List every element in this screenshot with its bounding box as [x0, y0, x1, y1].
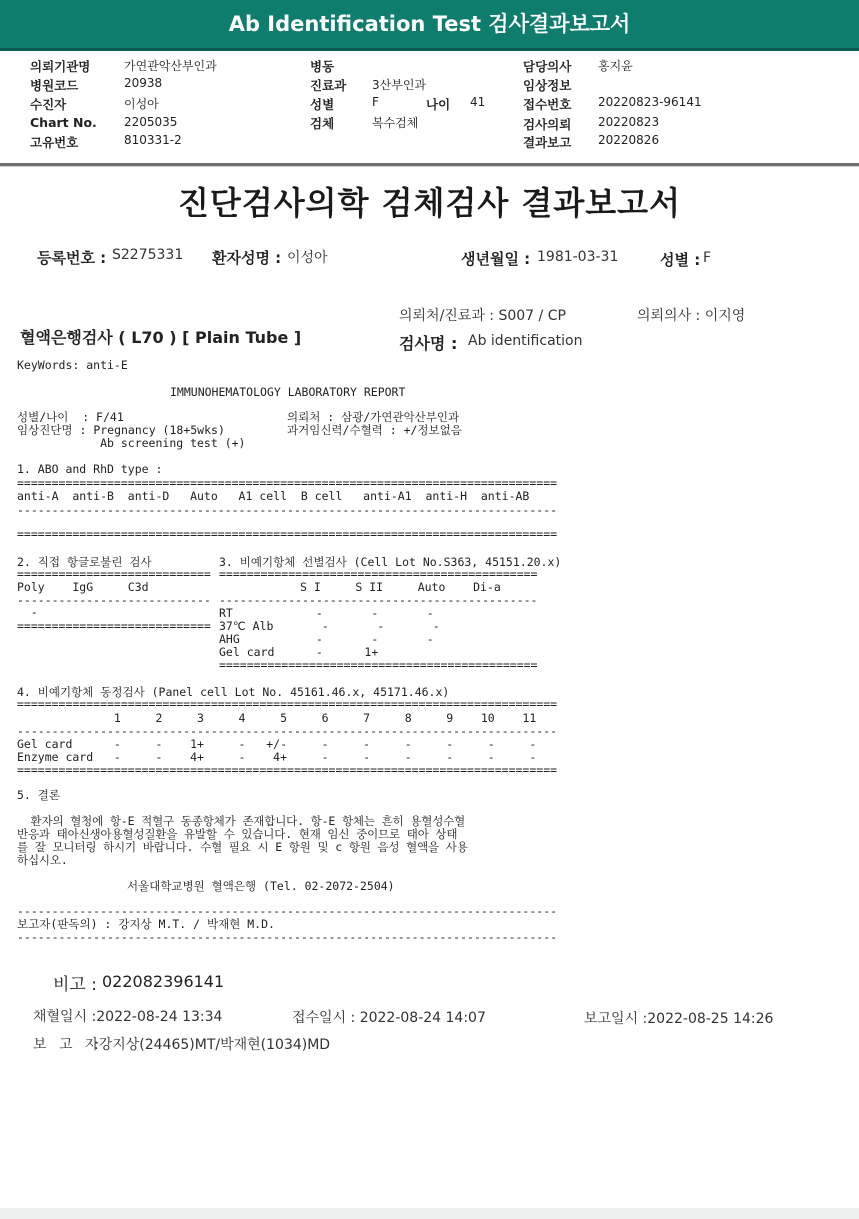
screen-row-alb: 37℃ Alb - - -	[219, 619, 440, 633]
patient-name-label: 환자성명 :	[212, 249, 282, 267]
header-label: 성별	[310, 97, 335, 112]
header-label: 검사의뢰	[523, 117, 572, 132]
header-label: 담당의사	[523, 59, 572, 74]
header-value: 이성아	[124, 97, 159, 111]
report-time: 보고일시 :2022-08-25 14:26	[584, 1011, 774, 1027]
single-rule: ------------------------------------------------------------------------------	[17, 503, 558, 517]
dat-value: -	[17, 605, 38, 619]
reporter-label: 보 고 자	[33, 1037, 103, 1053]
sex-value: F	[703, 250, 712, 266]
screen-row-ahg: AHG - - -	[219, 632, 434, 646]
header-value: 가연관악산부인과	[124, 59, 217, 73]
hospital-contact: 서울대학교병원 혈액은행 (Tel. 02-2072-2504)	[127, 879, 395, 893]
referring-doctor: 의뢰의사 : 이지영	[637, 308, 746, 324]
header-value: 20220823-96141	[598, 95, 702, 109]
conclusion-line: 를 잘 모니터링 하시기 바랍니다. 수혈 필요 시 E 항원 및 c 항원 음성 혈액을 사용	[17, 840, 468, 854]
header-value: 20220823	[598, 115, 660, 129]
single-rule: ------------------------------------------------------------------------------	[17, 904, 558, 918]
double-rule: ============================	[17, 619, 211, 633]
header-label: 고유번호	[30, 135, 79, 150]
panel-columns: 1 2 3 4 5 6 7 8 9 10 11	[17, 711, 537, 725]
header-value: F	[372, 95, 379, 109]
keywords: KeyWords: anti-E	[17, 358, 128, 372]
header-value: 3산부인과	[372, 78, 427, 92]
section-title: 혈액은행검사 ( L70 ) [ Plain Tube ]	[20, 328, 302, 347]
diagnosis-line1: 임상진단명 : Pregnancy (18+5wks)	[17, 423, 225, 437]
section-4-title: 4. 비예기항체 동정검사 (Panel cell Lot No. 45161.46.x, 45171.46.x)	[17, 685, 450, 699]
header-value: 20938	[124, 76, 163, 90]
header-label: 진료과	[310, 78, 347, 93]
reporter-line: 보고자(판독의) : 강지상 M.T. / 박재현 M.D.	[17, 917, 275, 931]
header-value: 810331-2	[124, 133, 182, 147]
note-label: 비고 :	[53, 975, 97, 995]
dat-columns: Poly IgG C3d	[17, 580, 149, 594]
single-rule: ----------------------------------------------	[219, 593, 538, 607]
age-label: 나이	[426, 97, 451, 112]
reporter-value: :강지상(24465)MT/박재현(1034)MD	[94, 1037, 331, 1053]
report-title: 진단검사의학 검체검사 결과보고서	[178, 184, 681, 222]
test-name-value: Ab identification	[468, 333, 583, 349]
header-divider-shadow	[0, 166, 859, 167]
age-value: 41	[470, 95, 486, 109]
test-name-label: 검사명 :	[399, 334, 458, 353]
panel-row-enzyme: Enzyme card - - 4+ - 4+ - - - - - -	[17, 750, 537, 764]
double-rule: ==============================================================================	[17, 763, 558, 777]
sex-label: 성별 :	[660, 251, 701, 269]
double-rule: ==============================================	[219, 567, 538, 581]
receipt-time: 접수일시 : 2022-08-24 14:07	[292, 1010, 486, 1026]
header-value: 복수검체	[372, 116, 419, 130]
screen-row-rt: RT - - -	[219, 606, 434, 620]
dob-value: 1981-03-31	[537, 249, 619, 265]
conclusion-line: 반응과 태아신생아용혈성질환을 유발할 수 있습니다. 현재 임신 중이므로 태아 상태	[17, 827, 458, 841]
section-5-title: 5. 결론	[17, 788, 60, 802]
header-label: 병동	[310, 59, 335, 74]
double-rule: ==============================================	[219, 658, 538, 672]
header-label: 의뢰기관명	[30, 59, 91, 74]
sex-age: 성별/나이 : F/41	[17, 410, 124, 424]
screen-columns: S I S II Auto Di-a	[300, 580, 501, 594]
patient-name-value: 이성아	[287, 250, 328, 266]
header-label: Chart No.	[30, 115, 97, 130]
header-value: 홍지윤	[598, 59, 633, 73]
lab-title: IMMUNOHEMATOLOGY LABORATORY REPORT	[170, 385, 406, 399]
header-value: 20220826	[598, 133, 660, 147]
screen-row-gel: Gel card - 1+	[219, 645, 379, 659]
header-label: 결과보고	[523, 135, 572, 150]
single-rule: ------------------------------------------------------------------------------	[17, 724, 558, 738]
double-rule: ============================	[17, 567, 211, 581]
panel-row-gel: Gel card - - 1+ - +/- - - - - - -	[17, 737, 537, 751]
collection-time: 채혈일시 :2022-08-24 13:34	[33, 1009, 223, 1025]
dob-label: 생년월일 :	[461, 250, 531, 268]
header-label: 접수번호	[523, 97, 572, 112]
header-label: 임상정보	[523, 78, 572, 93]
double-rule: ==============================================================================	[17, 476, 558, 490]
abo-columns: anti-A anti-B anti-D Auto A1 cell B cell anti-A1 anti-H anti-AB	[17, 489, 530, 503]
section-1-title: 1. ABO and RhD type :	[17, 462, 163, 476]
note-value: 022082396141	[102, 972, 225, 991]
reg-value: S2275331	[112, 247, 184, 263]
history: 과거임신력/수혈력 : +/정보없음	[287, 423, 462, 437]
double-rule: ==============================================================================	[17, 697, 558, 711]
conclusion-line: 환자의 혈청에 항-E 적혈구 동종항체가 존재합니다. 항-E 항체는 흔히 용혈성수혈	[17, 814, 466, 828]
section-2-title: 2. 직접 항글로불린 검사	[17, 555, 152, 569]
section-3-title: 3. 비예기항체 선별검사 (Cell Lot No.S363, 45151.20.x)	[219, 555, 562, 569]
double-rule: ==============================================================================	[17, 527, 558, 541]
single-rule: ----------------------------	[17, 593, 211, 607]
header-label: 수진자	[30, 97, 67, 112]
bottom-strip	[0, 1208, 859, 1219]
header-value: 2205035	[124, 115, 178, 129]
referral: 의뢰처 : 삼광/가연관악산부인과	[287, 410, 460, 424]
department: 의뢰처/진료과 : S007 / CP	[399, 308, 566, 324]
header-label: 병원코드	[30, 78, 79, 93]
conclusion-line: 하십시오.	[17, 853, 68, 867]
banner-title: Ab Identification Test 검사결과보고서	[228, 12, 631, 36]
reg-label: 등록번호 :	[37, 249, 107, 267]
diagnosis-line2: Ab screening test (+)	[17, 436, 246, 450]
single-rule: ------------------------------------------------------------------------------	[17, 930, 558, 944]
header-label: 검체	[310, 116, 335, 131]
